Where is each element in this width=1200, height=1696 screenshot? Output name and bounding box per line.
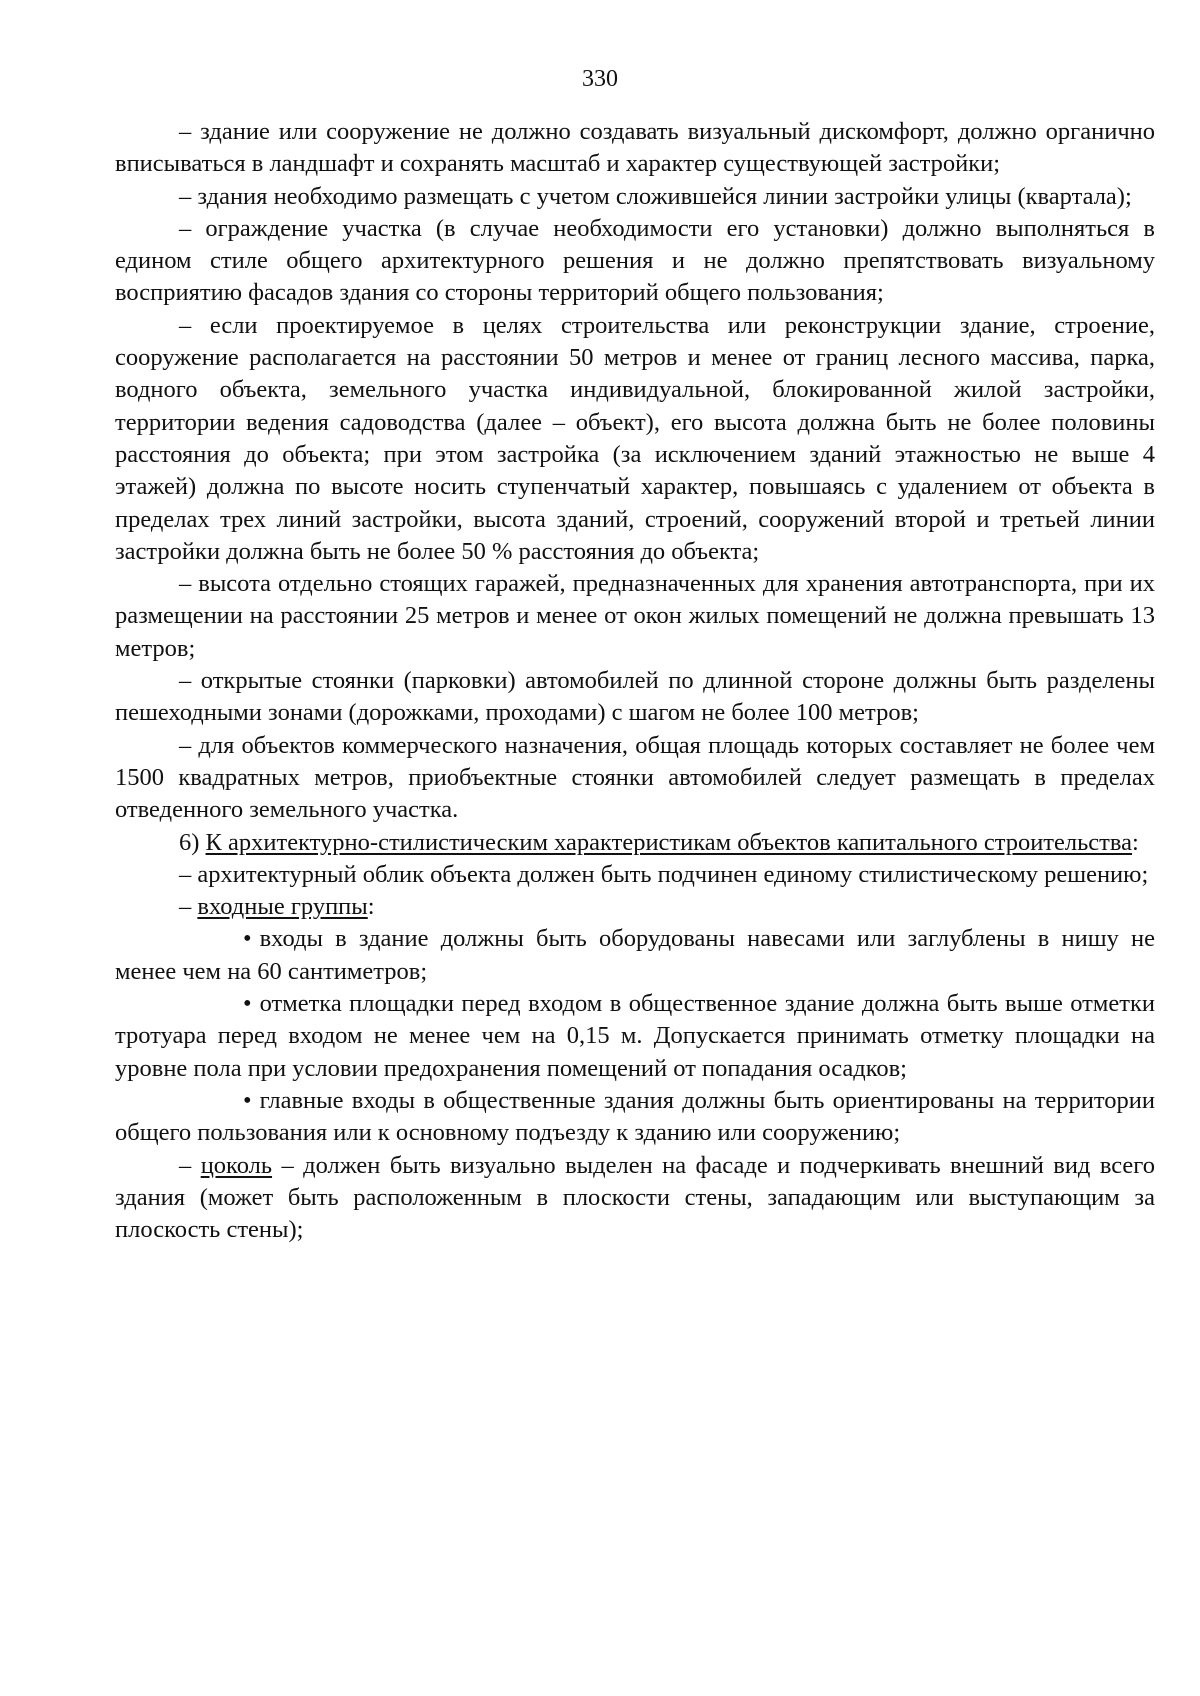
paragraph-height-limits: – если проектируемое в целях строительства или реконструкции здание, строение, сооружение располагается на расстоянии 50 метров и менее от границ лесного массива, парка, водного объекта, земельного участка индивидуальной, блокированной жилой застройки, территории ведения садоводства (далее – объект), его высота должна быть не более половины расстояния до объекта; при этом застройка (за исключением зданий этажностью не выше 4 этажей) должна по высоте носить ступенчатый характер, повышаясь с удалением от объекта в пределах трех линий застройки, высота зданий, строений, сооружений второй и третьей линии застройки должна быть не более 50 % расстояния до объекта; xyxy=(115,311,1155,565)
bullet-text: главные входы в общественные здания должны быть ориентированы на территории общего пользования или к основному подъезду к зданию или сооружению; xyxy=(115,1086,1155,1147)
plinth-term: цоколь xyxy=(200,1151,273,1179)
bullet-item-main-entrances xyxy=(115,1085,1155,1150)
paragraph-fencing: – ограждение участка (в случае необходимости его установки) должно выполняться в едином стиле общего архитектурного решения и не должно препятствовать визуальному восприятию фасадов здания со стороны территорий общего пользования; xyxy=(115,214,1155,307)
bullet-text: входы в здание должны быть оборудованы навесами или заглублены в нишу не менее чем на 60 сантиметров; xyxy=(115,925,1155,985)
page-number: 330 xyxy=(582,66,618,92)
section-6-prefix: 6) xyxy=(179,828,206,856)
bullet-text: отметка площадки перед входом в общественное здание должна быть выше отметки тротуара перед входом не менее чем на 0,15 м. Допускается принимать отметку площадки на уровне пола при условии предохранения помещений от попадания осадков; xyxy=(115,990,1155,1082)
paragraph-garages: – высота отдельно стоящих гаражей, предназначенных для хранения автотранспорта, при их размещении на расстоянии 25 метров и менее от окон жилых помещений не должна превышать 13 метров; xyxy=(115,570,1155,662)
paragraph-building-line: – здания необходимо размещать с учетом сложившейся линии застройки улицы (квартала); xyxy=(179,182,1132,210)
paragraph-plinth xyxy=(115,1150,1155,1247)
bullet-icon: • xyxy=(243,1086,252,1114)
paragraph-visual-comfort: – здание или сооружение не должно создавать визуальный дискомфорт, должно органично вписываться в ландшафт и сохранять масштаб и характер существующей застройки; xyxy=(115,118,1155,178)
entry-groups-heading xyxy=(115,891,1155,923)
section-6-suffix: : xyxy=(1132,828,1139,856)
bullet-item-entrance-level xyxy=(115,988,1155,1085)
plinth-prefix: – xyxy=(179,1151,201,1179)
paragraph-style-unity: – архитектурный облик объекта должен быть подчинен единому стилистическому решению; xyxy=(179,860,1149,888)
section-6-heading xyxy=(115,827,1155,859)
section-6-title: К архитектурно-стилистическим характеристикам объектов капитального строительства xyxy=(205,828,1132,856)
paragraph-commercial-parking: – для объектов коммерческого назначения, общая площадь которых составляет не более чем 1500 квадратных метров, приобъектные стоянки автомобилей следует размещать в пределах отведенного земельного участка. xyxy=(115,731,1155,824)
paragraph-parking-zones: – открытые стоянки (парковки) автомобилей по длинной стороне должны быть разделены пешеходными зонами (дорожками, проходами) с шагом не более 100 метров; xyxy=(115,667,1155,727)
bullet-icon: • xyxy=(243,925,252,953)
document-body xyxy=(115,116,1155,1246)
entry-groups-title: входные группы xyxy=(197,893,368,921)
plinth-text: – должен быть визуально выделен на фасаде и подчеркивать внешний вид всего здания (может быть расположенным в плоскости стены, западающим или выступающим за плоскость стены); xyxy=(115,1151,1155,1244)
bullet-item-canopies xyxy=(115,923,1155,988)
entry-groups-suffix: : xyxy=(367,893,375,921)
bullet-icon: • xyxy=(243,990,252,1018)
entry-groups-prefix: – xyxy=(179,893,198,921)
